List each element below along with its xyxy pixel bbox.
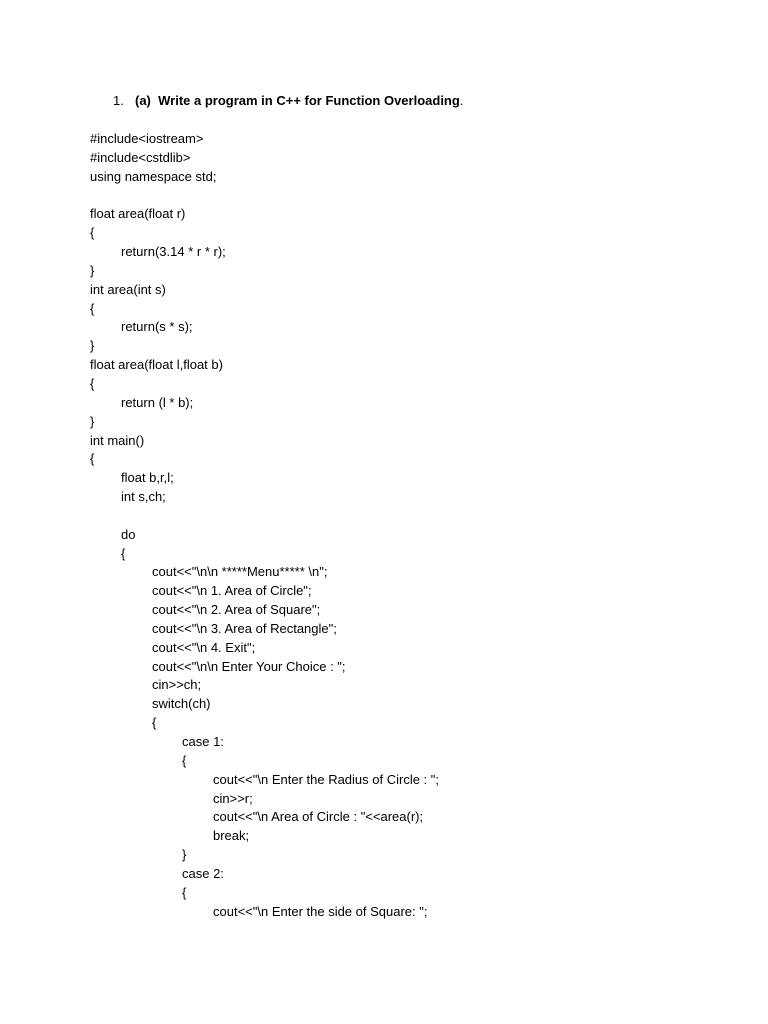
question-number: 1. [113, 93, 124, 108]
code-line: switch(ch) [152, 696, 211, 712]
code-line: case 2: [182, 865, 224, 881]
code-line: { [90, 375, 95, 391]
question-title: Write a program in C++ for Function Overloading [158, 93, 460, 108]
code-line: #include<cstdlib> [90, 149, 191, 165]
code-line: cout<<"\n Enter the side of Square: "; [213, 903, 428, 919]
code-line: cin>>r; [213, 790, 253, 806]
question-part: (a) [135, 93, 151, 108]
code-line: cout<<"\n\n Enter Your Choice : "; [152, 658, 346, 674]
code-line: } [90, 262, 95, 278]
code-line: do [121, 526, 136, 542]
code-line: int main() [90, 432, 145, 448]
code-line: case 1: [182, 734, 224, 749]
code-line: #include<iostream> [90, 131, 204, 146]
code-line [90, 507, 439, 526]
code-line: cout<<"\n\n *****Menu***** \n"; [152, 564, 328, 580]
code-line: cin>>ch; [152, 677, 202, 693]
code-line: cout<<"\n 1. Area of Circle"; [152, 583, 312, 599]
code-line: return (l * b); [121, 394, 194, 410]
question-heading [113, 92, 463, 110]
heading-period: . [459, 93, 464, 108]
code-line: cout<<"\n Enter the Radius of Circle : "; [213, 771, 440, 787]
code-listing [90, 130, 439, 921]
code-line [90, 187, 439, 206]
code-line: int area(int s) [90, 281, 166, 297]
code-line: { [90, 225, 95, 241]
code-line: return(3.14 * r * r); [121, 244, 226, 260]
code-line: } [182, 847, 187, 863]
code-line: float area(float l,float b) [90, 357, 223, 373]
code-line: { [90, 300, 95, 316]
code-line: cout<<"\n Area of Circle : "<<area(r); [213, 809, 424, 825]
code-line: return(s * s); [121, 319, 193, 335]
code-line: cout<<"\n 3. Area of Rectangle"; [152, 620, 337, 636]
code-line: { [90, 451, 95, 467]
code-line: } [90, 413, 95, 429]
code-line: float b,r,l; [121, 470, 174, 486]
code-line: { [152, 715, 157, 731]
code-line: break; [213, 828, 250, 844]
code-line: cout<<"\n 2. Area of Square"; [152, 602, 321, 618]
code-line: int s,ch; [121, 489, 166, 505]
code-line: cout<<"\n 4. Exit"; [152, 639, 256, 655]
code-line: } [90, 338, 95, 354]
code-line: { [121, 545, 126, 561]
code-line: using namespace std; [90, 168, 217, 184]
code-line: float area(float r) [90, 206, 186, 222]
code-line: { [182, 752, 187, 768]
code-line: { [182, 884, 187, 900]
